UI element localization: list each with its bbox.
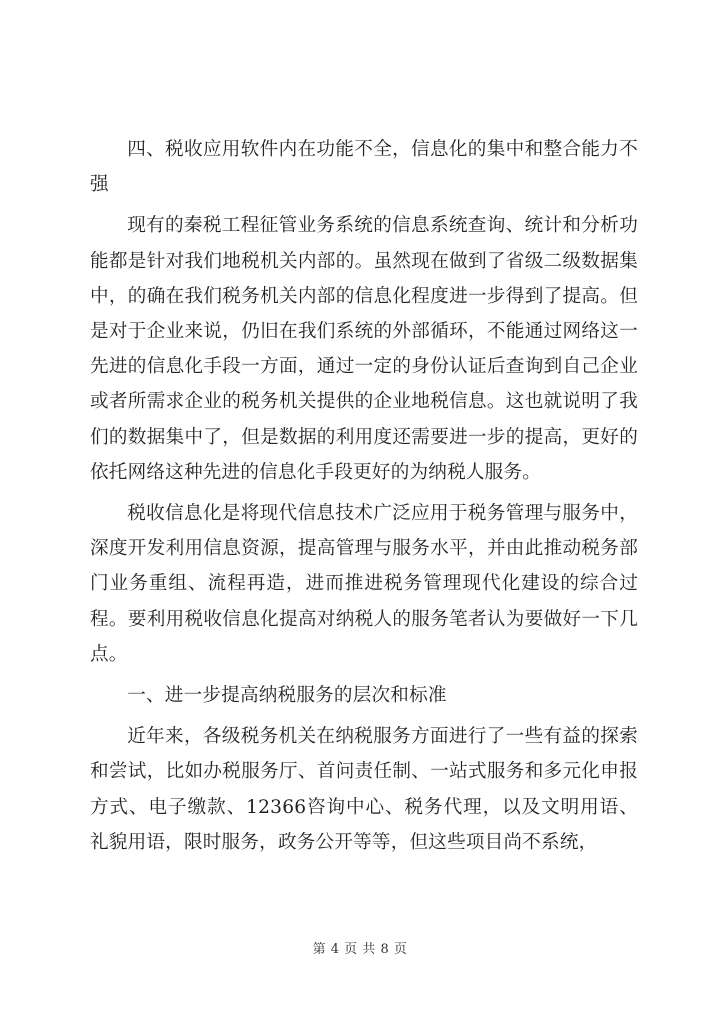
page-footer: 第 4 页 共 8 页 xyxy=(312,942,408,957)
section-heading-4: 四、税收应用软件内在功能不全，信息化的集中和整合能力不强 xyxy=(90,139,638,196)
body-paragraph: 近年来，各级税务机关在纳税服务方面进行了一些有益的探索和尝试，比如办税服务厅、首问责任制、一站式服务和多元化申报方式、电子缴款、12366咨询中心、税务代理，以及文明用语、礼貌用语，限时服务，政务公开等等，但这些项目尚不系统， xyxy=(90,726,638,853)
document-body xyxy=(90,132,638,860)
body-paragraph: 税收信息化是将现代信息技术广泛应用于税务管理与服务中，深度开发利用信息资源，提高管理与服务水平，并由此推动税务部门业务重组、流程再造，进而推进税务管理现代化建设的综合过程。要利用税收信息化提高对纳税人的服务笔者认为要做好一下几点。 xyxy=(90,503,638,665)
section-heading-1: 一、进一步提高纳税服务的层次和标准 xyxy=(127,685,447,707)
body-paragraph: 现有的秦税工程征管业务系统的信息系统查询、统计和分析功能都是针对我们地税机关内部的。虽然现在做到了省级二级数据集中，的确在我们税务机关内部的信息化程度进一步得到了提高。但是对于企业来说，仍旧在我们系统的外部循环，不能通过网络这一先进的信息化手段一方面，通过一定的身份认证后查询到自己企业或者所需求企业的税务机关提供的企业地税信息。这也就说明了我们的数据集中了，但是数据的利用度还需要进一步的提高，更好的依托网络这种先进的信息化手段更好的为纳税人服务。 xyxy=(90,215,638,483)
